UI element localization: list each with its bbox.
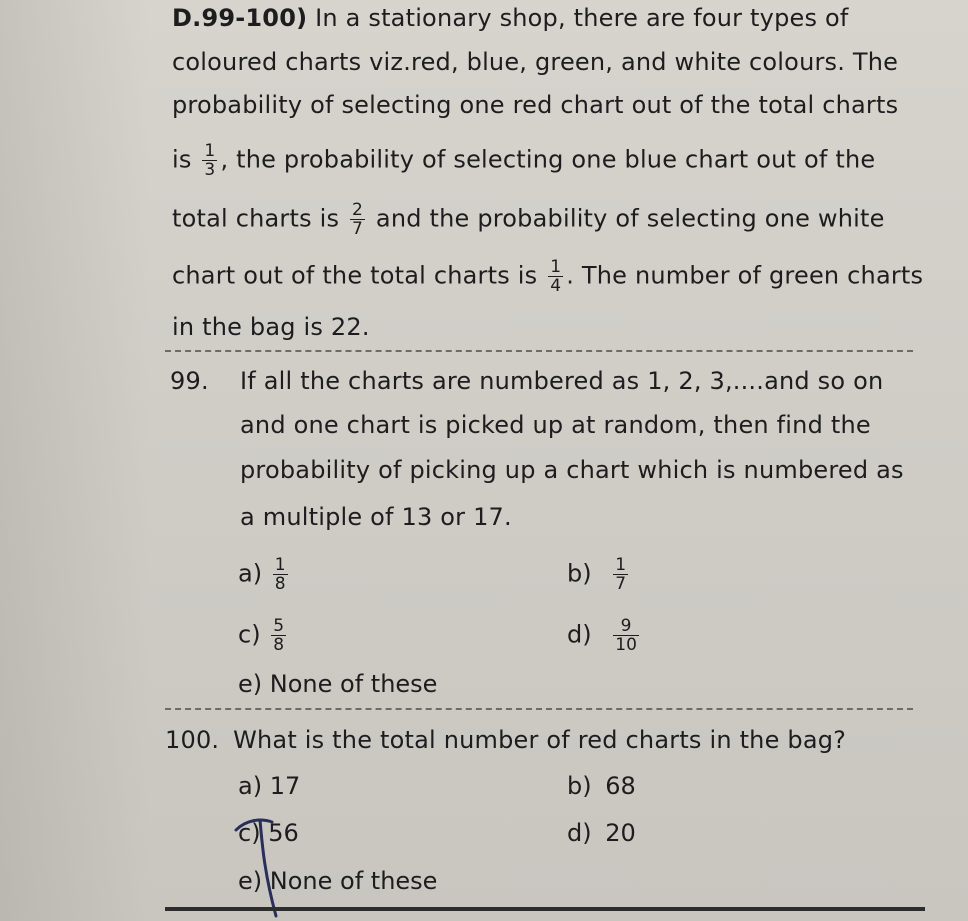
denominator: 10: [615, 635, 637, 655]
passage-line-4: [172, 142, 875, 179]
option-text: 56: [268, 819, 299, 847]
option-label: d): [567, 819, 592, 847]
option-text: 68: [605, 772, 636, 800]
fraction-white: [548, 258, 563, 295]
passage-line-6: [172, 258, 923, 295]
passage-line-1: [172, 3, 849, 33]
passage-text: and the probability of selecting one white: [375, 204, 885, 233]
denominator: 8: [274, 574, 286, 594]
q100-number: 100.: [165, 726, 220, 754]
numerator: 1: [274, 555, 286, 575]
option-text: 20: [605, 819, 636, 847]
q99-option-d[interactable]: [567, 617, 642, 654]
passage-text: is: [172, 145, 192, 174]
q100-option-d[interactable]: [567, 818, 636, 848]
option-fraction: [613, 556, 628, 593]
q100-line: [165, 725, 846, 755]
q100-text: What is the total number of red charts in the bag?: [233, 726, 847, 754]
denominator: 4: [550, 276, 562, 296]
option-text: None of these: [269, 867, 438, 895]
dashed-divider: [165, 708, 913, 710]
q100-option-a[interactable]: [238, 771, 300, 801]
option-label: e): [238, 670, 263, 698]
fraction-red: [202, 142, 217, 179]
q99-number: 99.: [170, 367, 209, 395]
page-shadow: [0, 0, 150, 921]
numerator: 1: [615, 555, 627, 575]
passage-line-7: in the bag is 22.: [172, 313, 370, 341]
fraction-blue: [350, 201, 365, 238]
pen-mark-icon: [232, 812, 292, 920]
q99-option-e[interactable]: [238, 669, 437, 699]
dashed-divider: [165, 350, 913, 352]
option-label: a): [238, 559, 263, 588]
option-label: b): [567, 559, 592, 588]
numerator: 5: [273, 616, 285, 636]
numerator: 9: [620, 616, 632, 636]
passage-line-2: coloured charts viz.red, blue, green, and white colours. The: [172, 48, 899, 76]
option-label: b): [567, 772, 592, 800]
passage-text: , the probability of selecting one blue chart out of the: [220, 145, 876, 174]
option-text: 17: [269, 772, 301, 800]
denominator: 7: [615, 574, 627, 594]
passage-text: . The number of green charts: [566, 261, 924, 290]
q99-option-b[interactable]: [567, 556, 631, 593]
numerator: 1: [204, 141, 216, 161]
q99-line-1: If all the charts are numbered as 1, 2, 3,....and so on: [240, 367, 884, 395]
numerator: 2: [352, 200, 364, 220]
option-label: c): [238, 819, 261, 847]
passage-line-3: probability of selecting one red chart out of the total charts: [172, 91, 899, 119]
q99-option-c[interactable]: [238, 617, 289, 654]
option-fraction: [271, 617, 286, 654]
passage-label: D.99-100): [172, 4, 308, 32]
q99-line-2: and one chart is picked up at random, then find the: [240, 411, 871, 439]
passage-text: total charts is: [172, 204, 340, 233]
option-label: d): [567, 620, 592, 649]
numerator: 1: [550, 257, 562, 277]
option-label: a): [238, 772, 263, 800]
passage-text: chart out of the total charts is: [172, 261, 538, 290]
denominator: 7: [352, 219, 364, 239]
passage-text: In a stationary shop, there are four types of: [315, 4, 849, 32]
q99-line-4: a multiple of 13 or 17.: [240, 503, 512, 531]
denominator: 3: [204, 160, 216, 180]
q99-option-a[interactable]: [238, 556, 291, 593]
q99-line-3: probability of picking up a chart which is numbered as: [240, 456, 904, 484]
passage-line-5: [172, 201, 885, 238]
option-label: e): [238, 867, 263, 895]
option-fraction: [273, 556, 288, 593]
option-fraction: [613, 617, 639, 654]
option-label: c): [238, 620, 261, 649]
option-text: None of these: [269, 670, 438, 698]
q100-option-b[interactable]: [567, 771, 636, 801]
denominator: 8: [273, 635, 285, 655]
bottom-rule: [165, 907, 925, 911]
